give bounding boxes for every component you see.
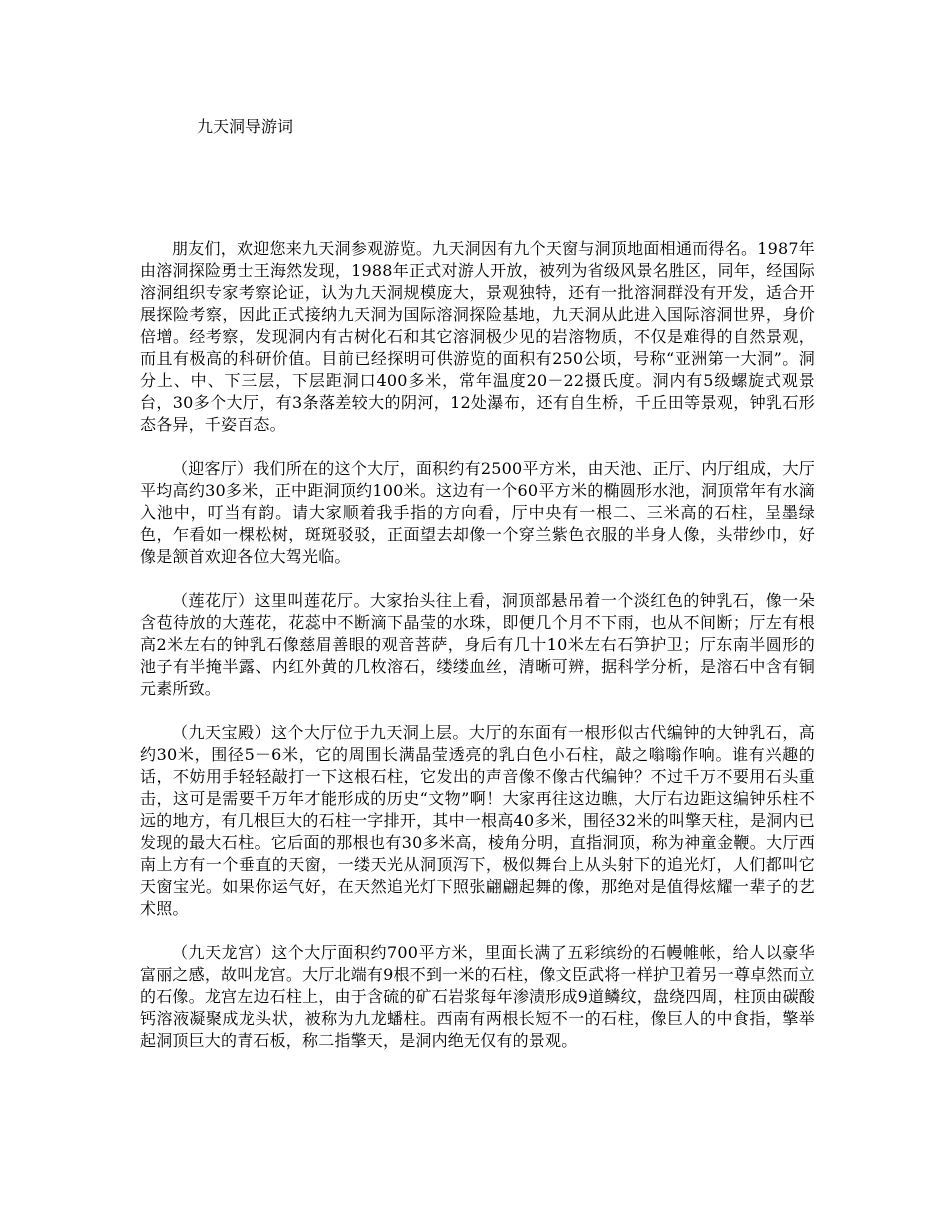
paragraph-lotus-hall: （莲花厅）这里叫莲花厅。大家抬头往上看，洞顶部悬吊着一个淡红色的钟乳石，像一朵含苞待放的大莲花，花蕊中不断滴下晶莹的水珠，即便几个月不下雨，也从不间断；厅左有根高2米左右的钟乳石像慈眉善眼的观音菩萨，身后有几十10米左右石笋护卫；厅东南半圆形的池子有半掩半露、内红外黄的几枚溶石，缕缕血丝，清晰可辨，据科学分析，是溶石中含有铜元素所致。 [140, 591, 815, 698]
document-body [140, 238, 815, 1074]
paragraph-dragon-palace: （九天龙宫）这个大厅面积约700平方米，里面长满了五彩缤纷的石幔帷帐，给人以豪华富丽之感，故叫龙宫。大厅北端有9根不到一米的石柱，像文臣武将一样护卫着另一尊卓然而立的石像。龙宫左边石柱上，由于含硫的矿石岩浆每年渗渍形成9道鳞纹，盘绕四周，柱顶由碳酸钙溶液凝聚成龙头状，被称为九龙蟠柱。西南有两根长短不一的石柱，像巨人的中食指，擎举起洞顶巨大的青石板，称二指擎天，是洞内绝无仅有的景观。 [140, 943, 815, 1050]
paragraph-jiutian-palace: （九天宝殿）这个大厅位于九天洞上层。大厅的东面有一根形似古代编钟的大钟乳石，高约30米，围径5－6米，它的周围长满晶莹透亮的乳白色小石柱，敲之嗡嗡作响。谁有兴趣的话，不妨用手轻轻敲打一下这根石柱，它发出的声音像不像古代编钟？不过千万不要用石头重击，这可是需要千万年才能形成的历史“文物”啊！大家再往这边瞧，大厅右边距这编钟乐柱不远的地方，有几根巨大的石柱一字排开，其中一根高40多米，围径32米的叫擎天柱，是洞内已发现的最大石柱。它后面的那根也有30多米高，棱角分明，直指洞顶，称为神童金鞭。大厅西南上方有一个垂直的天窗，一缕天光从洞顶泻下，极似舞台上从头射下的追光灯，人们都叫它天窗宝光。如果你运气好，在天然追光灯下照张翩翩起舞的像，那绝对是值得炫耀一辈子的艺术照。 [140, 723, 815, 918]
paragraph-intro: 朋友们，欢迎您来九天洞参观游览。九天洞因有九个天窗与洞顶地面相通而得名。1987年由溶洞探险勇士王海然发现，1988年正式对游人开放，被列为省级风景名胜区，同年，经国际溶洞组织专家考察论证，认为九天洞规模庞大，景观独特，还有一批溶洞群没有开发，适合开展探险考察，因此正式接纳九天洞为国际溶洞探险基地，九天洞从此进入国际溶洞世界，身价倍增。经考察，发现洞内有古树化石和其它溶洞极少见的岩溶物质，不仅是难得的自然景观，而且有极高的科研价值。目前已经探明可供游览的面积有250公顷，号称“亚洲第一大洞”。洞分上、中、下三层，下层距洞口400多米，常年温度20－22摄氏度。洞内有5级螺旋式观景台，30多个大厅，有3条落差较大的阴河，12处瀑布，还有自生桥，千丘田等景观，钟乳石形态各异，千姿百态。 [140, 239, 815, 434]
paragraph-welcome-hall: （迎客厅）我们所在的这个大厅，面积约有2500平方米，由天池、正厅、内厅组成，大厅平均高约30多米，正中距洞顶约100米。这边有一个60平方米的椭圆形水池，洞顶常年有水滴入池中，叮当有韵。请大家顺着我手指的方向看，厅中央有一根二、三米高的石柱，呈墨绿色，乍看如一棵松树，斑斑驳驳，正面望去却像一个穿兰紫色衣服的半身人像，头带纱巾，好像是颔首欢迎各位大驾光临。 [140, 459, 815, 566]
document-title: 九天洞导游词 [197, 117, 294, 136]
